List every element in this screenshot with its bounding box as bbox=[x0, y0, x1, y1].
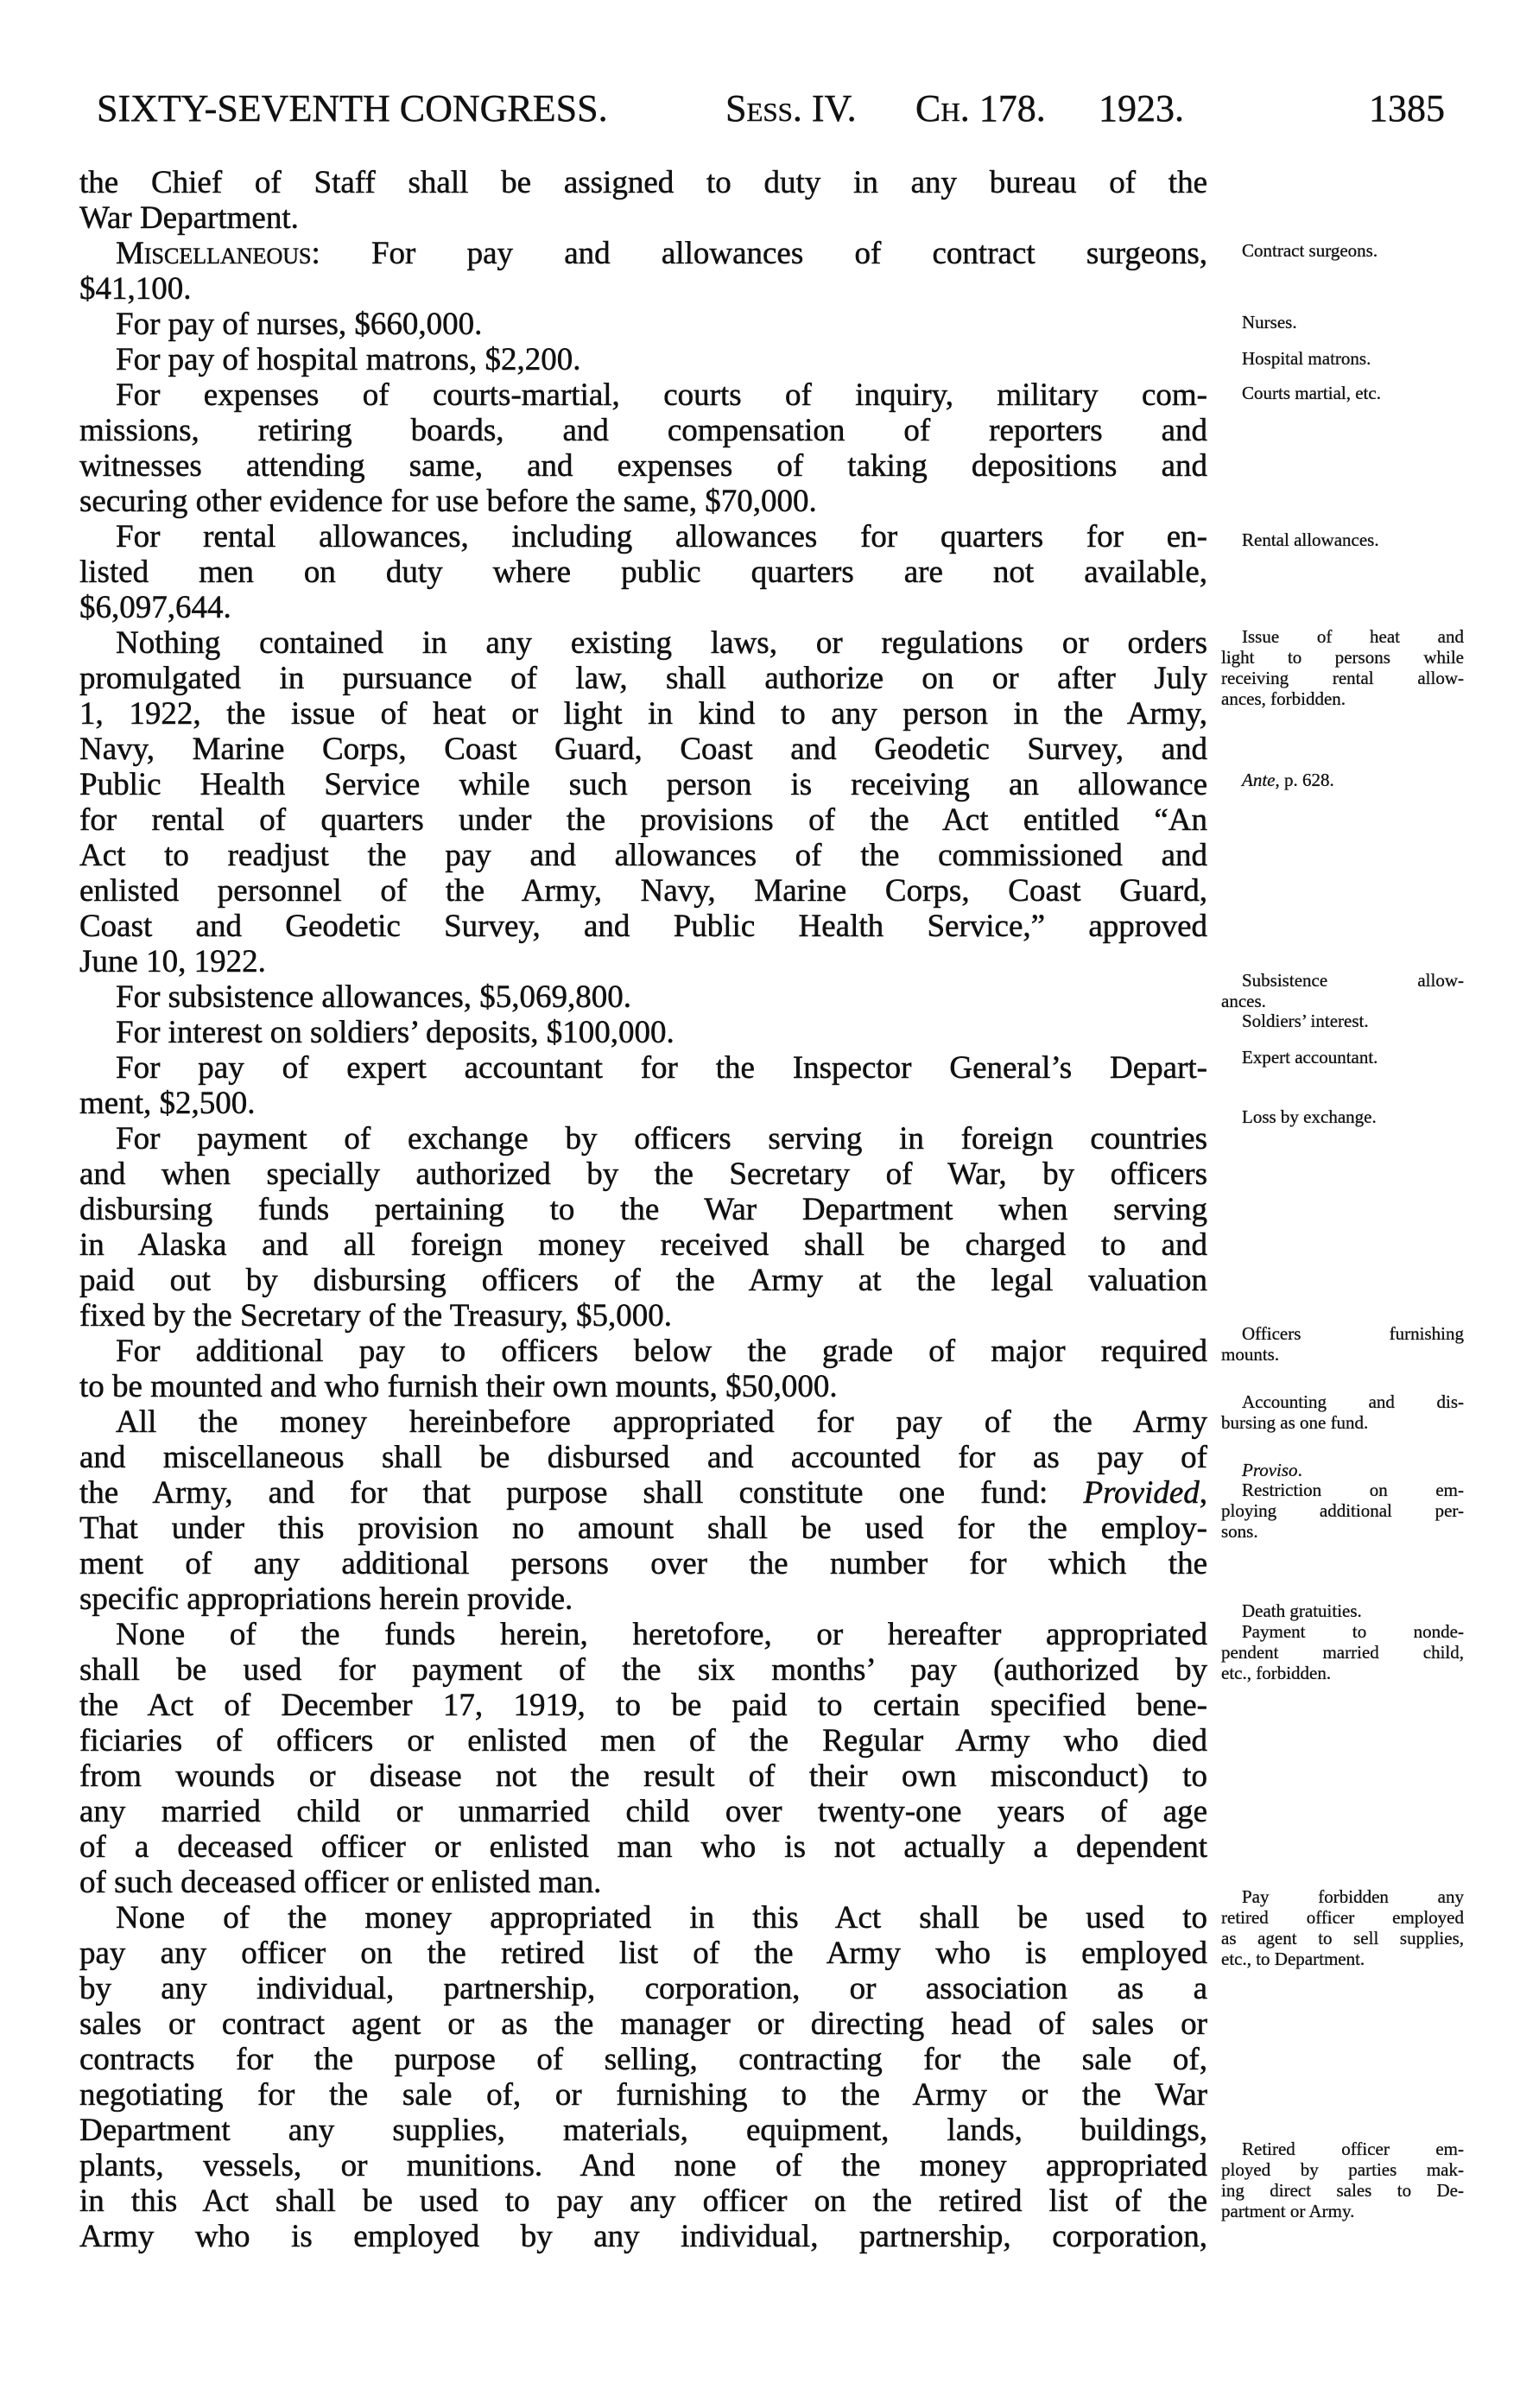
text-segment: , p. 628. bbox=[1275, 770, 1334, 790]
text-segment: . bbox=[1297, 1460, 1302, 1480]
paragraph bbox=[79, 625, 1207, 979]
margin-note-line: Soldiers’ interest. bbox=[1242, 1011, 1369, 1031]
text-line: For rental allowances, including allowances for quarters for en- bbox=[116, 519, 1207, 554]
margin-note bbox=[1221, 1011, 1464, 1031]
margin-note-line: as agent to sell supplies, bbox=[1221, 1928, 1464, 1949]
text-line: from wounds or disease not the result of their own misconduct) to bbox=[79, 1758, 1207, 1794]
margin-note-line: Nurses. bbox=[1242, 312, 1297, 333]
text-line: the Act of December 17, 1919, to be paid to certain specified bene- bbox=[79, 1688, 1207, 1723]
text-line: ment of any additional persons over the number for which the bbox=[79, 1546, 1207, 1581]
text-line: None of the money appropriated in this Act shall be used to bbox=[116, 1900, 1207, 1936]
margin-note-line: mounts. bbox=[1221, 1344, 1280, 1365]
text-line: pay any officer on the retired list of the Army who is employed bbox=[79, 1936, 1207, 1971]
margin-note-line: etc., forbidden. bbox=[1221, 1663, 1332, 1683]
paragraph bbox=[79, 979, 1207, 1015]
margin-note bbox=[1221, 626, 1464, 709]
margin-note-line: retired officer employed bbox=[1221, 1907, 1464, 1928]
text-line: the Chief of Staff shall be assigned to duty in any bureau of the bbox=[79, 165, 1207, 200]
statute-body-text bbox=[79, 165, 1207, 2254]
text-line: Coast and Geodetic Survey, and Public Health Service,” approved bbox=[79, 909, 1207, 944]
text-line: any married child or unmarried child over twenty-one years of age bbox=[79, 1794, 1207, 1829]
text-line: War Department. bbox=[79, 200, 299, 236]
margin-note bbox=[1221, 529, 1464, 550]
paragraph bbox=[79, 165, 1207, 236]
text-line: Public Health Service while such person is receiving an allowance bbox=[79, 767, 1207, 802]
margin-note bbox=[1221, 1600, 1464, 1621]
margin-note-line: Hospital matrons. bbox=[1242, 348, 1371, 369]
text-line: Department any supplies, materials, equipment, lands, buildings, bbox=[79, 2113, 1207, 2148]
text-line: contracts for the purpose of selling, contracting for the sale of, bbox=[79, 2042, 1207, 2077]
margin-note-line: sons. bbox=[1221, 1521, 1258, 1542]
margin-note-line: Officers furnishing bbox=[1242, 1323, 1464, 1344]
margin-note bbox=[1221, 1047, 1464, 1068]
text-line: sales or contract agent or as the manager or directing head of sales or bbox=[79, 2006, 1207, 2042]
text-line: $41,100. bbox=[79, 271, 192, 307]
margin-note bbox=[1221, 312, 1464, 333]
margin-note-line: etc., to Department. bbox=[1221, 1949, 1365, 1969]
margin-note-line: Issue of heat and bbox=[1242, 626, 1464, 647]
text-line: specific appropriations herein provide. bbox=[79, 1581, 573, 1617]
text-segment: : For pay and allowances of contract surgeons, bbox=[311, 236, 1207, 271]
text-line: That under this provision no amount shall be used for the employ- bbox=[79, 1511, 1207, 1546]
text-line: ment, $2,500. bbox=[79, 1086, 256, 1121]
margin-note-line: Expert accountant. bbox=[1242, 1047, 1378, 1068]
text-line: None of the funds herein, heretofore, or hereafter appropriated bbox=[116, 1617, 1207, 1652]
text-line: ficiaries of officers or enlisted men of the Regular Army who died bbox=[79, 1723, 1207, 1758]
margin-note-line: Loss by exchange. bbox=[1242, 1106, 1377, 1127]
text-line: For interest on soldiers’ deposits, $100,000. bbox=[116, 1015, 674, 1050]
paragraph bbox=[79, 1404, 1207, 1617]
small-caps-text: Miscellaneous bbox=[116, 236, 312, 271]
text-line: disbursing funds pertaining to the War Department when serving bbox=[79, 1192, 1207, 1227]
margin-note bbox=[1221, 1480, 1464, 1542]
margin-note bbox=[1221, 240, 1464, 261]
margin-note bbox=[1221, 1886, 1464, 1969]
text-line: 1, 1922, the issue of heat or light in kind to any person in the Army, bbox=[79, 696, 1207, 732]
text-line: Nothing contained in any existing laws, or regulations or orders bbox=[116, 625, 1207, 661]
text-line: For expenses of courts-martial, courts of inquiry, military com- bbox=[116, 377, 1207, 413]
header-year: 1923. bbox=[1099, 87, 1184, 130]
text-line bbox=[79, 1475, 1207, 1511]
paragraph bbox=[79, 307, 1207, 342]
paragraph bbox=[79, 1617, 1207, 1900]
text-line: of a deceased officer or enlisted man who is not actually a dependent bbox=[79, 1829, 1207, 1865]
text-line: and miscellaneous shall be disbursed and accounted for as pay of bbox=[79, 1440, 1207, 1475]
text-line: All the money hereinbefore appropriated for pay of the Army bbox=[116, 1404, 1207, 1440]
margin-note-line: Retired officer em- bbox=[1242, 2139, 1464, 2159]
text-line: in this Act shall be used to pay any officer on the retired list of the bbox=[79, 2183, 1207, 2219]
margin-note bbox=[1221, 383, 1464, 403]
text-line: plants, vessels, or munitions. And none of the money appropriated bbox=[79, 2148, 1207, 2183]
paragraph bbox=[79, 236, 1207, 307]
page-number: 1385 bbox=[1369, 87, 1445, 130]
header-session: Sess. IV. bbox=[725, 87, 857, 130]
margin-note bbox=[1221, 1106, 1464, 1127]
margin-note-line: Accounting and dis- bbox=[1242, 1391, 1464, 1412]
margin-note-line: Death gratuities. bbox=[1242, 1600, 1362, 1621]
text-line: For pay of nurses, $660,000. bbox=[116, 307, 483, 342]
paragraph bbox=[79, 1015, 1207, 1050]
text-line: Army who is employed by any individual, partnership, corporation, bbox=[79, 2219, 1207, 2254]
text-line: Navy, Marine Corps, Coast Guard, Coast and Geodetic Survey, and bbox=[79, 732, 1207, 767]
margin-note-line: receiving rental allow- bbox=[1221, 668, 1464, 688]
margin-note bbox=[1221, 1621, 1464, 1683]
text-line: securing other evidence for use before the same, $70,000. bbox=[79, 484, 817, 519]
text-line: witnesses attending same, and expenses of taking depositions and bbox=[79, 448, 1207, 484]
margin-note-line: Contract surgeons. bbox=[1242, 240, 1378, 261]
margin-note-line: Subsistence allow- bbox=[1242, 970, 1464, 991]
paragraph bbox=[79, 1121, 1207, 1334]
text-line: of such deceased officer or enlisted man. bbox=[79, 1865, 602, 1900]
paragraph bbox=[79, 1334, 1207, 1404]
text-line: For additional pay to officers below the grade of major required bbox=[116, 1334, 1207, 1369]
margin-note bbox=[1221, 348, 1464, 369]
header-chapter: Ch. 178. bbox=[915, 87, 1046, 130]
text-line: missions, retiring boards, and compensation of reporters and bbox=[79, 413, 1207, 448]
margin-note-line: Rental allowances. bbox=[1242, 529, 1379, 550]
header-congress: SIXTY-SEVENTH CONGRESS. bbox=[97, 87, 608, 130]
italic-text: Proviso bbox=[1242, 1460, 1298, 1480]
margin-note bbox=[1221, 2139, 1464, 2221]
margin-note bbox=[1221, 1460, 1464, 1480]
paragraph bbox=[79, 1050, 1207, 1121]
paragraph bbox=[79, 519, 1207, 625]
text-segment: , bbox=[1199, 1475, 1207, 1511]
text-line: shall be used for payment of the six months’ pay (authorized by bbox=[79, 1652, 1207, 1688]
margin-note-line: Pay forbidden any bbox=[1242, 1886, 1464, 1907]
margin-note-line: bursing as one fund. bbox=[1221, 1412, 1369, 1433]
text-line: Act to readjust the pay and allowances of the commissioned and bbox=[79, 838, 1207, 873]
margin-note-line: light to persons while bbox=[1221, 647, 1464, 668]
margin-note-line: partment or Army. bbox=[1221, 2201, 1355, 2221]
margin-note bbox=[1221, 770, 1464, 790]
text-line: to be mounted and who furnish their own mounts, $50,000. bbox=[79, 1369, 838, 1404]
text-line: by any individual, partnership, corporation, or association as a bbox=[79, 1971, 1207, 2006]
margin-note-line: ances. bbox=[1221, 991, 1266, 1011]
text-line: listed men on duty where public quarters are not available, bbox=[79, 554, 1207, 590]
italic-text: Provided bbox=[1083, 1475, 1200, 1511]
margin-note-line bbox=[1221, 1460, 1464, 1480]
margin-note bbox=[1221, 1323, 1464, 1365]
text-segment: the Army, and for that purpose shall constitute one fund: bbox=[79, 1475, 1084, 1511]
text-line: For pay of expert accountant for the Inspector General’s Depart- bbox=[116, 1050, 1207, 1086]
text-line: in Alaska and all foreign money received shall be charged to and bbox=[79, 1227, 1207, 1263]
text-line: promulgated in pursuance of law, shall authorize on or after July bbox=[79, 661, 1207, 696]
text-line: negotiating for the sale of, or furnishing to the Army or the War bbox=[79, 2077, 1207, 2113]
margin-note-line: ploying additional per- bbox=[1221, 1500, 1464, 1521]
text-line: paid out by disbursing officers of the Army at the legal valuation bbox=[79, 1263, 1207, 1298]
text-line: June 10, 1922. bbox=[79, 944, 266, 979]
text-line bbox=[79, 236, 1207, 271]
text-line: fixed by the Secretary of the Treasury, $5,000. bbox=[79, 1298, 673, 1334]
margin-note-line: ances, forbidden. bbox=[1221, 688, 1346, 709]
text-line: and when specially authorized by the Secretary of War, by officers bbox=[79, 1156, 1207, 1192]
text-line: For subsistence allowances, $5,069,800. bbox=[116, 979, 632, 1015]
margin-note-line: Payment to nonde- bbox=[1242, 1621, 1464, 1642]
margin-note bbox=[1221, 970, 1464, 1011]
margin-note-line: ployed by parties mak- bbox=[1221, 2159, 1464, 2180]
margin-note-line: Courts martial, etc. bbox=[1242, 383, 1381, 403]
paragraph bbox=[79, 342, 1207, 377]
text-line: For pay of hospital matrons, $2,200. bbox=[116, 342, 581, 377]
margin-note-line: Restriction on em- bbox=[1242, 1480, 1464, 1500]
margin-note bbox=[1221, 1391, 1464, 1433]
margin-note-line: pendent married child, bbox=[1221, 1642, 1464, 1663]
italic-text: Ante bbox=[1242, 770, 1276, 790]
paragraph bbox=[79, 377, 1207, 519]
text-line: For payment of exchange by officers serving in foreign countries bbox=[116, 1121, 1207, 1156]
text-line: $6,097,644. bbox=[79, 590, 231, 625]
margin-note-line: ing direct sales to De- bbox=[1221, 2180, 1464, 2201]
margin-note-line bbox=[1221, 770, 1464, 790]
text-line: enlisted personnel of the Army, Navy, Marine Corps, Coast Guard, bbox=[79, 873, 1207, 909]
paragraph bbox=[79, 1900, 1207, 2254]
text-line: for rental of quarters under the provisions of the Act entitled “An bbox=[79, 802, 1207, 838]
